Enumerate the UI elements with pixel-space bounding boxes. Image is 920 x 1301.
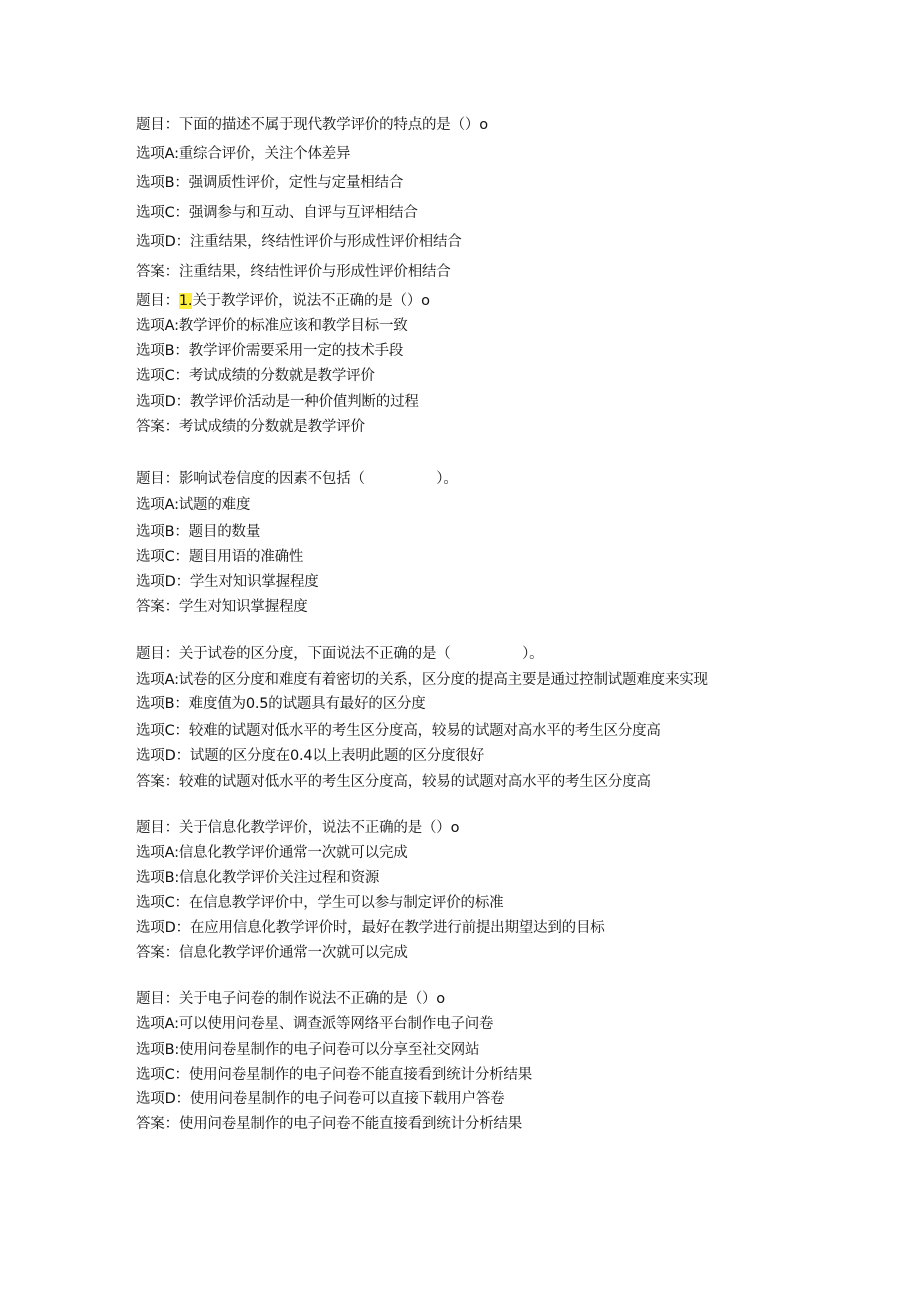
option-a: 选项A:可以使用问卷星、调查派等网络平台制作电子问卷 bbox=[136, 1016, 494, 1032]
stem-label: 题目： bbox=[136, 471, 179, 487]
option-d: 选项D：注重结果，终结性评价与形成性评价相结合 bbox=[136, 234, 462, 250]
option-b: 选项B：难度值为0.5的试题具有最好的区分度 bbox=[136, 696, 426, 712]
option-b: 选项B：教学评价需要采用一定的技术手段 bbox=[136, 343, 404, 359]
option-c: 选项C：较难的试题对低水平的考生区分度高，较易的试题对高水平的考生区分度高 bbox=[136, 723, 661, 739]
answer: 答案：信息化教学评价通常一次就可以完成 bbox=[136, 945, 408, 961]
highlight-mark: 1. bbox=[178, 293, 193, 309]
option-b: 选项B:信息化教学评价关注过程和资源 bbox=[136, 870, 380, 886]
option-b: 选项B：题目的数量 bbox=[136, 524, 261, 540]
option-c: 选项C：题目用语的准确性 bbox=[136, 549, 304, 565]
option-c: 选项C：在信息教学评价中，学生可以参与制定评价的标准 bbox=[136, 895, 504, 911]
document-page bbox=[136, 0, 896, 1301]
question-stem bbox=[136, 818, 459, 838]
stem-text: 关于信息化教学评价，说法不正确的是（）o bbox=[178, 820, 460, 836]
stem-text: 关于电子问卷的制作说法不正确的是（）o bbox=[178, 991, 445, 1007]
stem-text: 关于试卷的区分度，下面说法不正确的是（ ）。 bbox=[178, 646, 544, 662]
option-a: 选项A:试题的难度 bbox=[136, 497, 251, 513]
answer: 答案：考试成绩的分数就是教学评价 bbox=[136, 419, 365, 435]
stem-text: 下面的描述不属于现代教学评价的特点的是（）o bbox=[178, 117, 488, 133]
option-d: 选项D：教学评价活动是一种价值判断的过程 bbox=[136, 394, 419, 410]
stem-label: 题目： bbox=[136, 820, 179, 836]
answer: 答案：使用问卷星制作的电子问卷不能直接看到统计分析结果 bbox=[136, 1116, 523, 1132]
option-a: 选项A:教学评价的标准应该和教学目标一致 bbox=[136, 318, 408, 334]
option-c: 选项C：强调参与和互动、自评与互评相结合 bbox=[136, 205, 418, 221]
option-b: 选项B:使用问卷星制作的电子问卷可以分享至社交网站 bbox=[136, 1042, 480, 1058]
option-a: 选项A:重综合评价，关注个体差异 bbox=[136, 146, 351, 162]
option-d: 选项D：使用问卷星制作的电子问卷可以直接下载用户答卷 bbox=[136, 1091, 505, 1107]
option-c: 选项C：使用问卷星制作的电子问卷不能直接看到统计分析结果 bbox=[136, 1067, 533, 1083]
option-a: 选项A:信息化教学评价通常一次就可以完成 bbox=[136, 845, 408, 861]
stem-label: 题目： bbox=[136, 293, 179, 309]
answer: 答案：较难的试题对低水平的考生区分度高，较易的试题对高水平的考生区分度高 bbox=[136, 774, 651, 790]
answer: 答案：学生对知识掌握程度 bbox=[136, 599, 308, 615]
answer: 答案：注重结果，终结性评价与形成性评价相结合 bbox=[136, 264, 451, 280]
option-b: 选项B：强调质性评价，定性与定量相结合 bbox=[136, 175, 404, 191]
question-stem bbox=[136, 644, 543, 664]
question-stem bbox=[136, 989, 445, 1009]
stem-label: 题目： bbox=[136, 117, 179, 133]
question-stem bbox=[136, 469, 458, 489]
stem-text: 关于教学评价，说法不正确的是（）o bbox=[192, 293, 430, 309]
question-stem bbox=[136, 291, 430, 311]
option-d: 选项D：学生对知识掌握程度 bbox=[136, 574, 319, 590]
option-d: 选项D：试题的区分度在0.4以上表明此题的区分度很好 bbox=[136, 748, 485, 764]
option-d: 选项D：在应用信息化教学评价时，最好在教学进行前提出期望达到的目标 bbox=[136, 920, 605, 936]
stem-label: 题目： bbox=[136, 991, 179, 1007]
question-stem bbox=[136, 115, 488, 135]
option-a: 选项A:试卷的区分度和难度有着密切的关系，区分度的提高主要是通过控制试题难度来实现 bbox=[136, 672, 708, 688]
stem-text: 影响试卷信度的因素不包括（ ）。 bbox=[178, 471, 458, 487]
option-c: 选项C：考试成绩的分数就是教学评价 bbox=[136, 368, 375, 384]
stem-label: 题目： bbox=[136, 646, 179, 662]
